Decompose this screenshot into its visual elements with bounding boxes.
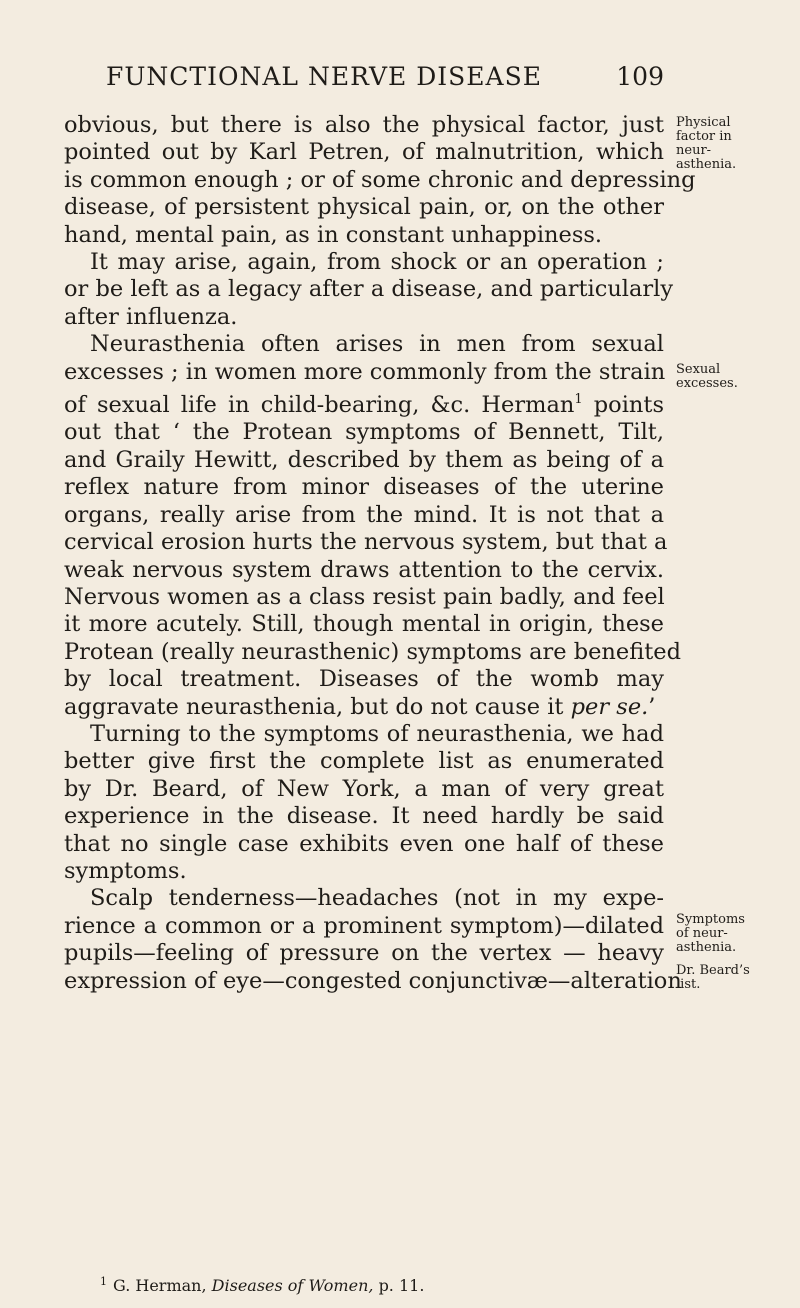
text-line xyxy=(64,386,664,419)
sidenote-line: asthenia. xyxy=(676,940,737,955)
paragraph xyxy=(64,721,664,885)
sidenote-sexual-excesses xyxy=(676,363,796,391)
text-line: Nervous women as a class resist pain badly, and feel xyxy=(64,583,665,610)
text-line: it more acutely. Still, though mental in origin, these xyxy=(64,611,664,638)
sidenote-line: of neur- xyxy=(676,926,728,941)
paragraph xyxy=(64,249,674,331)
text-line xyxy=(64,694,664,721)
footnote-author: G. Herman, xyxy=(113,1276,207,1295)
sidenote-line: factor in xyxy=(676,129,732,144)
running-title: FUNCTIONAL NERVE DISEASE xyxy=(106,62,542,91)
sidenote-line: Dr. Beard’s xyxy=(676,963,750,978)
text-line: after influenza. xyxy=(64,303,238,330)
closing-quote: ’ xyxy=(648,693,656,720)
sidenote-beards-list xyxy=(676,964,796,992)
text-line: hand, mental pain, as in constant unhappiness. xyxy=(64,221,603,248)
text-line: by Dr. Beard, of New York, a man of very great xyxy=(64,775,664,802)
text-line: expression of eye—congested conjunctivæ—alteration xyxy=(64,967,682,994)
sidenote-line: asthenia. xyxy=(676,157,737,172)
text-line: reflex nature from minor diseases of the uterine xyxy=(64,474,664,501)
text-line: It may arise, again, from shock or an operation ; xyxy=(90,249,664,276)
text-line: out that ‘ the Protean symptoms of Bennett, Tilt, xyxy=(64,419,664,446)
text-line: excesses ; in women more commonly from the strain xyxy=(64,358,666,385)
text-line: Scalp tenderness—headaches (not in my expe- xyxy=(90,885,664,912)
body-text xyxy=(64,112,696,995)
text-line: or be left as a legacy after a disease, and particularly xyxy=(64,276,674,303)
text-segment: aggravate neurasthenia, but do not cause it xyxy=(64,693,564,720)
text-line: better give first the complete list as enumerated xyxy=(64,748,664,775)
latin-phrase: per se. xyxy=(570,693,649,720)
text-line: pointed out by Karl Petren, of malnutrition, which xyxy=(64,139,664,166)
text-segment: points xyxy=(593,392,665,419)
text-line: disease, of persistent physical pain, or, on the other xyxy=(64,194,664,221)
text-line: Neurasthenia often arises in men from sexual xyxy=(90,331,664,358)
footnote xyxy=(100,1275,424,1295)
paragraph xyxy=(64,331,682,721)
text-segment: of sexual life in child-bearing, &c. Herman xyxy=(64,392,575,419)
sidenote-line: Physical xyxy=(676,115,731,130)
text-line: Protean (really neurasthenic) symptoms are benefited xyxy=(64,638,682,665)
text-line: obvious, but there is also the physical factor, just xyxy=(64,112,664,138)
footnote-page: p. 11. xyxy=(378,1276,425,1295)
paragraph xyxy=(64,885,682,995)
text-line: rience a common or a prominent symptom)—dilated xyxy=(64,912,664,939)
sidenote-symptoms xyxy=(676,913,796,955)
footnote-marker: 1 xyxy=(100,1275,107,1288)
text-line: and Graily Hewitt, described by them as being of a xyxy=(64,446,664,473)
text-line: weak nervous system draws attention to the cervix. xyxy=(64,556,664,583)
text-line: is common enough ; or of some chronic and depressing xyxy=(64,166,696,193)
running-header xyxy=(64,62,664,96)
footnote-work: Diseases of Women, xyxy=(211,1276,374,1295)
text-line: symptoms. xyxy=(64,857,187,884)
text-line: organs, really arise from the mind. It is not that a xyxy=(64,501,664,528)
sidenote-line: excesses. xyxy=(676,376,738,391)
footnote-reference: 1 xyxy=(574,392,583,408)
sidenote-physical-factor xyxy=(676,116,796,172)
text-line: pupils—feeling of pressure on the vertex — heavy xyxy=(64,940,664,967)
text-line: cervical erosion hurts the nervous system, but that a xyxy=(64,529,668,556)
sidenote-line: Sexual xyxy=(676,362,721,377)
text-line: experience in the disease. It need hardly be said xyxy=(64,803,664,830)
sidenote-line: neur- xyxy=(676,143,712,158)
sidenote-line: list. xyxy=(676,977,701,992)
sidenote-line: Symptoms xyxy=(676,912,745,927)
text-line: that no single case exhibits even one half of these xyxy=(64,830,664,857)
text-line: Turning to the symptoms of neurasthenia, we had xyxy=(90,720,664,747)
page-number: 109 xyxy=(616,62,664,91)
text-line: by local treatment. Diseases of the womb may xyxy=(64,666,664,693)
